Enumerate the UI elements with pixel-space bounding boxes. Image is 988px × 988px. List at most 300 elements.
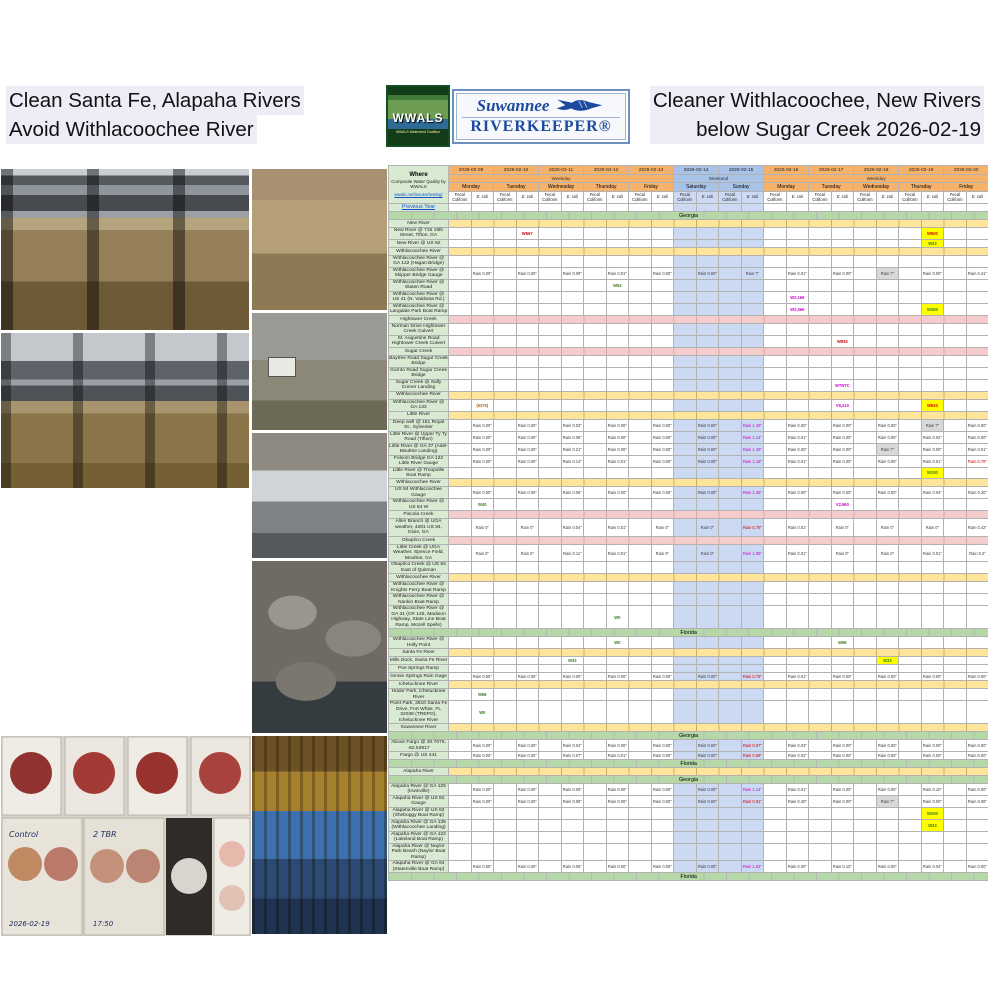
cell-r46-d0-ec[interactable]: W0	[471, 701, 494, 724]
cell-r16-d2-fc[interactable]	[539, 367, 562, 379]
cell-r28-d11-fc[interactable]	[944, 499, 967, 511]
cell-r56-d7-ec[interactable]	[786, 807, 809, 819]
cell-r12-d7-ec[interactable]	[786, 323, 809, 335]
cell-r30-d5-ec[interactable]: Rain 0"	[696, 519, 719, 536]
cell-r0-d7-fc[interactable]	[764, 204, 787, 212]
cell-r59-d2-ec[interactable]	[561, 843, 584, 860]
cell-r50-d4-fc[interactable]	[629, 752, 652, 760]
cell-r28-d7-ec[interactable]	[786, 499, 809, 511]
cell-r35-d3-ec[interactable]	[606, 582, 629, 594]
cell-r55-d2-ec[interactable]: Rain 0.08"	[561, 795, 584, 807]
cell-r19-d6-fc[interactable]	[719, 399, 742, 411]
cell-r43-d9-ec[interactable]: Rain 0.00"	[877, 674, 897, 680]
cell-r56-d5-ec[interactable]	[696, 807, 719, 819]
cell-r3-d8-ec[interactable]	[831, 228, 854, 240]
cell-r22-d4-fc[interactable]	[629, 431, 652, 443]
cell-r30-d8-fc[interactable]	[809, 519, 832, 536]
cell-r17-d7-ec[interactable]	[786, 379, 809, 391]
cell-r45-d0-fc[interactable]	[449, 689, 472, 701]
cell-r10-d2-ec[interactable]	[561, 303, 584, 315]
cell-r3-d2-ec[interactable]	[561, 228, 584, 240]
cell-r55-d1-fc[interactable]	[494, 795, 517, 807]
cell-r55-d6-ec[interactable]: Rain 0.81"	[741, 795, 764, 807]
cell-r58-d11-ec[interactable]	[966, 831, 988, 843]
cell-r30-d7-fc[interactable]	[764, 519, 787, 536]
cell-r9-d3-fc[interactable]	[584, 291, 607, 303]
cell-r3-d6-ec[interactable]	[741, 228, 764, 240]
cell-r6-d8-fc[interactable]	[809, 255, 832, 267]
cell-r12-d3-ec[interactable]	[606, 323, 629, 335]
cell-r30-d9-ec[interactable]: Rain 0"	[876, 519, 899, 536]
cell-r41-d10-fc[interactable]	[899, 657, 922, 665]
cell-r6-d0-fc[interactable]	[449, 255, 472, 267]
cell-r6-d2-fc[interactable]	[539, 255, 562, 267]
cell-r17-d4-fc[interactable]	[629, 379, 652, 391]
cell-r21-d3-fc[interactable]	[584, 419, 607, 431]
cell-r59-d10-fc[interactable]	[899, 843, 922, 860]
cell-r60-d5-fc[interactable]	[674, 861, 697, 873]
cell-r57-d2-ec[interactable]	[561, 819, 584, 831]
cell-r49-d4-ec[interactable]: Rain 0.00"	[651, 740, 674, 752]
cell-r22-d8-ec[interactable]: Rain 0.00"	[831, 431, 854, 443]
cell-r9-d1-ec[interactable]	[516, 291, 539, 303]
cell-r4-d0-fc[interactable]	[449, 239, 472, 247]
cell-r24-d6-fc[interactable]	[719, 455, 742, 467]
cell-r36-d5-fc[interactable]	[674, 594, 697, 606]
cell-r25-d11-ec[interactable]	[966, 467, 988, 479]
cell-r21-d6-fc[interactable]	[719, 419, 742, 431]
cell-r7-d4-ec[interactable]: Rain 0.00"	[651, 267, 674, 279]
cell-r7-d0-fc[interactable]	[449, 267, 472, 279]
cell-r41-d0-ec[interactable]	[471, 657, 494, 665]
cell-r8-d5-fc[interactable]	[674, 279, 697, 291]
cell-r49-d11-ec[interactable]: Rain 0.00"	[966, 740, 988, 752]
cell-r54-d4-ec[interactable]: Rain 0.00"	[651, 784, 674, 796]
cell-r42-d3-fc[interactable]	[584, 665, 607, 673]
cell-r9-d0-ec[interactable]	[471, 291, 494, 303]
cell-r19-d5-ec[interactable]	[696, 399, 719, 411]
cell-r12-d4-ec[interactable]	[651, 323, 674, 335]
cell-r22-d0-ec[interactable]: Rain 0.00"	[471, 431, 494, 443]
cell-r9-d11-fc[interactable]	[944, 291, 967, 303]
cell-r41-d7-ec[interactable]	[786, 657, 809, 665]
cell-r57-d10-ec[interactable]: W33	[921, 819, 944, 831]
cell-r36-d1-ec[interactable]	[516, 594, 539, 606]
cell-r37-d8-fc[interactable]	[809, 606, 832, 629]
cell-r12-d7-fc[interactable]	[764, 323, 787, 335]
cell-r24-d2-fc[interactable]	[539, 455, 562, 467]
cell-r12-d4-fc[interactable]	[629, 323, 652, 335]
cell-r17-d6-fc[interactable]	[719, 379, 742, 391]
cell-r49-d0-ec[interactable]: Rain 0.00"	[471, 740, 494, 752]
cell-r60-d4-fc[interactable]	[629, 861, 652, 873]
cell-r8-d9-ec[interactable]	[876, 279, 899, 291]
cell-r4-d4-fc[interactable]	[629, 239, 652, 247]
cell-r37-d4-fc[interactable]	[629, 606, 652, 629]
cell-r33-d3-fc[interactable]	[584, 562, 607, 574]
cell-r55-d8-fc[interactable]	[809, 795, 832, 807]
cell-r42-d1-ec[interactable]	[516, 665, 539, 673]
cell-r4-d9-ec[interactable]	[876, 239, 899, 247]
cell-r35-d9-fc[interactable]	[854, 582, 877, 594]
cell-r36-d8-fc[interactable]	[809, 594, 832, 606]
cell-r30-d10-fc[interactable]	[899, 519, 922, 536]
cell-r3-d7-ec[interactable]	[786, 228, 809, 240]
cell-r0-d10-fc[interactable]	[899, 204, 922, 212]
cell-r6-d7-fc[interactable]	[764, 255, 787, 267]
cell-r41-d2-ec[interactable]: W33	[561, 657, 584, 665]
cell-r30-d8-ec[interactable]: Rain 0"	[831, 519, 854, 536]
cell-r13-d2-fc[interactable]	[539, 335, 562, 347]
cell-r33-d0-ec[interactable]	[471, 562, 494, 574]
cell-r10-d7-ec[interactable]: W2,066	[786, 303, 809, 315]
cell-r35-d2-fc[interactable]	[539, 582, 562, 594]
cell-r6-d3-fc[interactable]	[584, 255, 607, 267]
cell-r12-d10-fc[interactable]	[899, 323, 922, 335]
cell-r49-d5-fc[interactable]	[674, 740, 697, 752]
cell-r57-d7-ec[interactable]	[786, 819, 809, 831]
cell-r45-d10-ec[interactable]	[921, 689, 944, 701]
cell-r58-d2-ec[interactable]	[561, 831, 584, 843]
cell-r17-d1-ec[interactable]	[516, 379, 539, 391]
cell-r41-d11-fc[interactable]	[944, 657, 967, 665]
cell-r6-d10-ec[interactable]	[921, 255, 944, 267]
cell-r32-d0-fc[interactable]	[449, 544, 472, 561]
cell-r41-d6-fc[interactable]	[719, 657, 742, 665]
cell-r50-d1-ec[interactable]: Rain 0.00"	[517, 753, 537, 758]
cell-r30-d10-ec[interactable]: Rain 0"	[921, 519, 944, 536]
cell-r59-d1-fc[interactable]	[494, 843, 517, 860]
cell-r36-d7-fc[interactable]	[764, 594, 787, 606]
cell-r19-d10-ec[interactable]: W633	[921, 399, 944, 411]
cell-r12-d3-fc[interactable]	[584, 323, 607, 335]
cell-r0-d0-fc[interactable]	[449, 204, 472, 212]
cell-r16-d7-ec[interactable]	[786, 367, 809, 379]
cell-r22-d10-fc[interactable]	[899, 431, 922, 443]
cell-r30-d4-fc[interactable]	[629, 519, 652, 536]
cell-r50-d10-ec[interactable]: Rain 0.00"	[922, 753, 942, 758]
cell-r36-d10-fc[interactable]	[899, 594, 922, 606]
cell-r27-d7-ec[interactable]: Rain 0.00"	[786, 487, 809, 499]
cell-r32-d6-ec[interactable]: Rain 1.85"	[741, 544, 764, 561]
cell-r10-d3-ec[interactable]	[606, 303, 629, 315]
cell-r21-d5-fc[interactable]	[674, 419, 697, 431]
cell-r28-d4-fc[interactable]	[629, 499, 652, 511]
cell-r30-d6-ec[interactable]: Rain 0.78"	[741, 519, 764, 536]
cell-r23-d1-ec[interactable]: Rain 0.00"	[516, 443, 539, 455]
cell-r43-d5-ec[interactable]: Rain 0.00"	[697, 674, 717, 680]
cell-r6-d10-fc[interactable]	[899, 255, 922, 267]
cell-r54-d0-fc[interactable]	[449, 784, 472, 796]
cell-r43-d8-fc[interactable]	[809, 673, 832, 681]
cell-r36-d7-ec[interactable]	[786, 594, 809, 606]
cell-r15-d4-ec[interactable]	[651, 355, 674, 367]
cell-r10-d5-fc[interactable]	[674, 303, 697, 315]
cell-r4-d1-ec[interactable]	[516, 239, 539, 247]
cell-r49-d7-fc[interactable]	[764, 740, 787, 752]
cell-r3-d7-fc[interactable]	[764, 228, 787, 240]
cell-r59-d3-fc[interactable]	[584, 843, 607, 860]
cell-r58-d11-fc[interactable]	[944, 831, 967, 843]
cell-r41-d8-ec[interactable]	[831, 657, 854, 665]
cell-r12-d8-fc[interactable]	[809, 323, 832, 335]
cell-r8-d8-fc[interactable]	[809, 279, 832, 291]
cell-r41-d0-fc[interactable]	[449, 657, 472, 665]
cell-r42-d0-fc[interactable]	[449, 665, 472, 673]
cell-r8-d6-fc[interactable]	[719, 279, 742, 291]
cell-r12-d1-fc[interactable]	[494, 323, 517, 335]
cell-r13-d9-ec[interactable]	[876, 335, 899, 347]
cell-r4-d2-fc[interactable]	[539, 239, 562, 247]
cell-r46-d10-ec[interactable]	[921, 701, 944, 724]
cell-r39-d6-ec[interactable]	[741, 637, 764, 649]
cell-r42-d11-ec[interactable]	[966, 665, 988, 673]
cell-r4-d2-ec[interactable]	[561, 239, 584, 247]
cell-r56-d0-fc[interactable]	[449, 807, 472, 819]
cell-r19-d1-ec[interactable]	[516, 399, 539, 411]
cell-r22-d7-fc[interactable]	[764, 431, 787, 443]
cell-r28-d9-ec[interactable]	[876, 499, 899, 511]
cell-r19-d8-fc[interactable]	[809, 399, 832, 411]
cell-r41-d11-ec[interactable]	[966, 657, 988, 665]
cell-r56-d4-fc[interactable]	[629, 807, 652, 819]
cell-r32-d10-fc[interactable]	[899, 544, 922, 561]
cell-r57-d7-fc[interactable]	[764, 819, 787, 831]
cell-r6-d5-fc[interactable]	[674, 255, 697, 267]
cell-r0-d9-ec[interactable]	[876, 204, 899, 212]
cell-r16-d6-ec[interactable]	[741, 367, 764, 379]
cell-r35-d4-fc[interactable]	[629, 582, 652, 594]
cell-r54-d10-fc[interactable]	[899, 784, 922, 796]
cell-r39-d7-ec[interactable]	[786, 637, 809, 649]
cell-r24-d2-ec[interactable]: Rain 0.14"	[561, 455, 584, 467]
cell-r43-d3-ec[interactable]: Rain 0.00"	[607, 674, 627, 680]
cell-r58-d5-ec[interactable]	[696, 831, 719, 843]
cell-r6-d9-ec[interactable]	[876, 255, 899, 267]
cell-r13-d2-ec[interactable]	[561, 335, 584, 347]
cell-r30-d4-ec[interactable]: Rain 0"	[651, 519, 674, 536]
cell-r35-d0-fc[interactable]	[449, 582, 472, 594]
cell-r35-d3-fc[interactable]	[584, 582, 607, 594]
cell-r4-d5-fc[interactable]	[674, 239, 697, 247]
cell-r49-d9-ec[interactable]: Rain 0.00"	[876, 740, 899, 752]
cell-r39-d2-ec[interactable]	[561, 637, 584, 649]
cell-r8-d2-fc[interactable]	[539, 279, 562, 291]
cell-r55-d0-fc[interactable]	[449, 795, 472, 807]
cell-r33-d7-fc[interactable]	[764, 562, 787, 574]
cell-r56-d5-fc[interactable]	[674, 807, 697, 819]
cell-r23-d2-fc[interactable]	[539, 443, 562, 455]
cell-r8-d7-fc[interactable]	[764, 279, 787, 291]
cell-r39-d5-ec[interactable]	[696, 637, 719, 649]
cell-r59-d6-fc[interactable]	[719, 843, 742, 860]
cell-r22-d3-fc[interactable]	[584, 431, 607, 443]
cell-r33-d4-fc[interactable]	[629, 562, 652, 574]
cell-r57-d11-fc[interactable]	[944, 819, 967, 831]
cell-r27-d10-ec[interactable]: Rain 0.04"	[921, 487, 944, 499]
cell-r16-d1-fc[interactable]	[494, 367, 517, 379]
cell-r58-d7-ec[interactable]	[786, 831, 809, 843]
cell-r0-d6-fc[interactable]	[719, 204, 742, 212]
cell-r55-d10-fc[interactable]	[899, 795, 922, 807]
cell-r0-d2-fc[interactable]	[539, 204, 562, 212]
cell-r37-d3-ec[interactable]: W0	[606, 606, 629, 629]
cell-r7-d8-fc[interactable]	[809, 267, 832, 279]
cell-r23-d2-ec[interactable]: Rain 0.21"	[561, 443, 584, 455]
cell-r27-d8-ec[interactable]: Rain 0.00"	[831, 487, 854, 499]
cell-r60-d8-fc[interactable]	[809, 861, 832, 873]
cell-r6-d8-ec[interactable]	[831, 255, 854, 267]
cell-r21-d3-ec[interactable]: Rain 0.00"	[606, 419, 629, 431]
cell-r27-d11-ec[interactable]: Rain 0.20"	[966, 487, 988, 499]
cell-r15-d8-ec[interactable]	[831, 355, 854, 367]
cell-r54-d1-fc[interactable]	[494, 784, 517, 796]
cell-r58-d3-fc[interactable]	[584, 831, 607, 843]
cell-r58-d0-ec[interactable]	[471, 831, 494, 843]
cell-r0-d10-ec[interactable]	[921, 204, 944, 212]
cell-r12-d6-fc[interactable]	[719, 323, 742, 335]
cell-r37-d11-fc[interactable]	[944, 606, 967, 629]
cell-r17-d8-ec[interactable]: WTNTC	[831, 379, 854, 391]
cell-r45-d4-fc[interactable]	[629, 689, 652, 701]
cell-r17-d5-fc[interactable]	[674, 379, 697, 391]
cell-r6-d4-ec[interactable]	[651, 255, 674, 267]
cell-r8-d10-ec[interactable]	[921, 279, 944, 291]
cell-r57-d6-ec[interactable]	[741, 819, 764, 831]
cell-r36-d2-fc[interactable]	[539, 594, 562, 606]
cell-r60-d10-fc[interactable]	[899, 861, 922, 873]
cell-r27-d4-fc[interactable]	[629, 487, 652, 499]
cell-r42-d3-ec[interactable]	[606, 665, 629, 673]
cell-r17-d0-ec[interactable]	[471, 379, 494, 391]
cell-r28-d3-fc[interactable]	[584, 499, 607, 511]
cell-r15-d8-fc[interactable]	[809, 355, 832, 367]
cell-r56-d2-fc[interactable]	[539, 807, 562, 819]
cell-r33-d4-ec[interactable]	[651, 562, 674, 574]
cell-r59-d10-ec[interactable]	[921, 843, 944, 860]
cell-r8-d3-ec[interactable]: W53	[606, 279, 629, 291]
cell-r17-d11-ec[interactable]	[966, 379, 988, 391]
cell-r56-d11-fc[interactable]	[944, 807, 967, 819]
cell-r22-d2-ec[interactable]: Rain 0.05"	[561, 431, 584, 443]
cell-r13-d3-fc[interactable]	[584, 335, 607, 347]
cell-r23-d7-ec[interactable]: Rain 0.00"	[786, 443, 809, 455]
cell-r7-d4-fc[interactable]	[629, 267, 652, 279]
cell-r6-d11-fc[interactable]	[944, 255, 967, 267]
cell-r41-d5-ec[interactable]	[696, 657, 719, 665]
cell-r19-d7-fc[interactable]	[764, 399, 787, 411]
cell-r43-d10-fc[interactable]	[899, 673, 922, 681]
cell-r45-d6-ec[interactable]	[741, 689, 764, 701]
cell-r36-d11-fc[interactable]	[944, 594, 967, 606]
cell-r35-d9-ec[interactable]	[876, 582, 899, 594]
cell-r21-d9-fc[interactable]	[854, 419, 877, 431]
cell-r27-d3-ec[interactable]: Rain 0.00"	[606, 487, 629, 499]
cell-r13-d4-fc[interactable]	[629, 335, 652, 347]
cell-r49-d11-fc[interactable]	[944, 740, 967, 752]
cell-r36-d3-fc[interactable]	[584, 594, 607, 606]
cell-r32-d4-fc[interactable]	[629, 544, 652, 561]
cell-r27-d0-ec[interactable]: Rain 0.00"	[471, 487, 494, 499]
cell-r19-d11-ec[interactable]	[966, 399, 988, 411]
cell-r6-d6-ec[interactable]	[741, 255, 764, 267]
cell-r4-d6-ec[interactable]	[741, 239, 764, 247]
cell-r22-d7-ec[interactable]: Rain 0.01"	[786, 431, 809, 443]
cell-r32-d9-ec[interactable]: Rain 0"	[876, 544, 899, 561]
cell-r37-d0-ec[interactable]	[471, 606, 494, 629]
cell-r42-d8-ec[interactable]	[831, 665, 854, 673]
cell-r7-d1-fc[interactable]	[494, 267, 517, 279]
cell-r6-d1-fc[interactable]	[494, 255, 517, 267]
cell-r15-d0-ec[interactable]	[471, 355, 494, 367]
cell-r13-d1-ec[interactable]	[516, 335, 539, 347]
cell-r39-d10-fc[interactable]	[899, 637, 922, 649]
cell-r57-d6-fc[interactable]	[719, 819, 742, 831]
cell-r41-d4-fc[interactable]	[629, 657, 652, 665]
cell-r59-d6-ec[interactable]	[741, 843, 764, 860]
cell-r19-d3-fc[interactable]	[584, 399, 607, 411]
cell-r22-d5-fc[interactable]	[674, 431, 697, 443]
cell-r54-d8-fc[interactable]	[809, 784, 832, 796]
cell-r8-d7-ec[interactable]	[786, 279, 809, 291]
cell-r42-d10-fc[interactable]	[899, 665, 922, 673]
cell-r8-d11-ec[interactable]	[966, 279, 988, 291]
cell-r32-d6-fc[interactable]	[719, 544, 742, 561]
cell-r28-d3-ec[interactable]	[606, 499, 629, 511]
cell-r13-d8-fc[interactable]	[809, 335, 832, 347]
cell-r9-d5-fc[interactable]	[674, 291, 697, 303]
cell-r4-d11-ec[interactable]	[966, 239, 988, 247]
cell-r32-d7-fc[interactable]	[764, 544, 787, 561]
cell-r19-d2-ec[interactable]	[561, 399, 584, 411]
cell-r49-d8-fc[interactable]	[809, 740, 832, 752]
cell-r46-d7-fc[interactable]	[764, 701, 787, 724]
cell-r16-d8-fc[interactable]	[809, 367, 832, 379]
cell-r22-d6-fc[interactable]	[719, 431, 742, 443]
cell-r16-d5-ec[interactable]	[696, 367, 719, 379]
cell-r42-d6-ec[interactable]	[741, 665, 764, 673]
cell-r32-d9-fc[interactable]	[854, 544, 877, 561]
cell-r7-d7-ec[interactable]: Rain 0.01"	[786, 267, 809, 279]
cell-r3-d3-ec[interactable]	[606, 228, 629, 240]
cell-r60-d0-fc[interactable]	[449, 861, 472, 873]
cell-r8-d10-fc[interactable]	[899, 279, 922, 291]
cell-r17-d11-fc[interactable]	[944, 379, 967, 391]
cell-r41-d9-ec[interactable]: W33	[876, 657, 899, 665]
cell-r17-d5-ec[interactable]	[696, 379, 719, 391]
cell-r42-d2-ec[interactable]	[561, 665, 584, 673]
cell-r0-d11-fc[interactable]	[944, 204, 967, 212]
cell-r16-d2-ec[interactable]	[561, 367, 584, 379]
cell-r24-d3-ec[interactable]: Rain 0.01"	[606, 455, 629, 467]
cell-r42-d5-ec[interactable]	[696, 665, 719, 673]
cell-r49-d6-fc[interactable]	[719, 740, 742, 752]
cell-r60-d6-fc[interactable]	[719, 861, 742, 873]
cell-r57-d3-fc[interactable]	[584, 819, 607, 831]
cell-r32-d11-fc[interactable]	[944, 544, 967, 561]
cell-r39-d1-ec[interactable]	[516, 637, 539, 649]
cell-r3-d1-fc[interactable]	[494, 228, 517, 240]
cell-r3-d5-ec[interactable]	[696, 228, 719, 240]
cell-r25-d3-fc[interactable]	[584, 467, 607, 479]
cell-r8-d4-fc[interactable]	[629, 279, 652, 291]
cell-r55-d8-ec[interactable]: Rain 0.00"	[831, 795, 854, 807]
cell-r23-d3-fc[interactable]	[584, 443, 607, 455]
cell-r54-d3-ec[interactable]: Rain 0.00"	[606, 784, 629, 796]
cell-r36-d9-fc[interactable]	[854, 594, 877, 606]
cell-r28-d5-ec[interactable]	[696, 499, 719, 511]
cell-r0-d4-fc[interactable]	[629, 204, 652, 212]
